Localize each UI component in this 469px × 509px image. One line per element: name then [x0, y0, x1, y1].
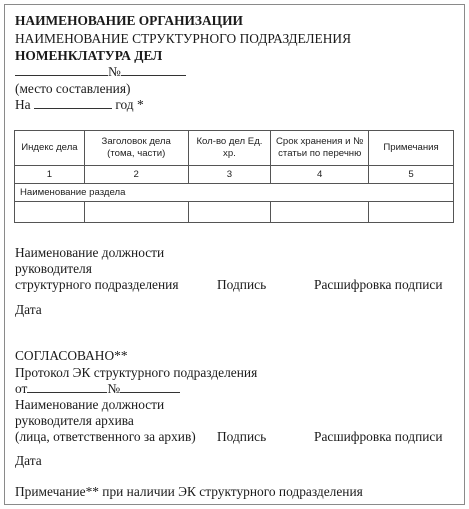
signature-label: Подпись [217, 277, 267, 292]
organization-name: НАИМЕНОВАНИЕ ОРГАНИЗАЦИИ [15, 13, 243, 28]
column-number: 1 [15, 166, 85, 184]
head-position-line: Наименование должности [15, 245, 165, 260]
number-sign: № [108, 64, 121, 79]
for-label: На [15, 97, 31, 112]
table-cell [84, 202, 188, 223]
date-label: Дата [15, 302, 42, 317]
table-header-row [15, 131, 454, 166]
place-number-line [15, 64, 186, 79]
column-header: Примечания [369, 131, 454, 166]
protocol-date-line [15, 381, 180, 396]
section-row [15, 184, 454, 202]
section-label: Наименование раздела [15, 184, 454, 202]
place-blank [15, 65, 108, 76]
signature-decode-label: Расшифровка подписи [314, 277, 443, 292]
column-header: Заголовок дела (тома, части) [84, 131, 188, 166]
column-number-row [15, 166, 454, 184]
signature-label: Подпись [217, 429, 267, 444]
year-line [15, 97, 144, 112]
column-number: 3 [188, 166, 271, 184]
table-cell [188, 202, 271, 223]
unit-name: НАИМЕНОВАНИЕ СТРУКТУРНОГО ПОДРАЗДЕЛЕНИЯ [15, 31, 352, 46]
nomenclature-table [14, 130, 454, 223]
protocol-date-blank [27, 382, 107, 393]
column-header: Срок хранения и № статьи по перечню [271, 131, 369, 166]
archive-position-line: (лица, ответственного за архив) [15, 429, 196, 444]
column-number: 2 [84, 166, 188, 184]
table-cell [15, 202, 85, 223]
number-blank [121, 65, 186, 76]
table-cell [369, 202, 454, 223]
column-number: 5 [369, 166, 454, 184]
column-header: Кол-во дел Ед. хр. [188, 131, 271, 166]
protocol-number-blank [120, 382, 180, 393]
year-label: год * [115, 97, 144, 112]
year-blank [34, 98, 112, 109]
protocol-label: Протокол ЭК структурного подразделения [15, 365, 258, 380]
archive-position-line: руководителя архива [15, 413, 134, 428]
column-number: 4 [271, 166, 369, 184]
number-sign: № [107, 381, 121, 396]
head-position-line: структурного подразделения [15, 277, 179, 292]
place-note: (место составления) [15, 81, 131, 96]
table-cell [271, 202, 369, 223]
footnote: Примечание** при наличии ЭК структурного подразделения [15, 484, 363, 499]
signature-decode-label: Расшифровка подписи [314, 429, 443, 444]
column-header: Индекс дела [15, 131, 85, 166]
archive-position-line: Наименование должности [15, 397, 165, 412]
approved-label: СОГЛАСОВАНО** [15, 348, 128, 363]
date-label: Дата [15, 453, 42, 468]
head-position-line: руководителя [15, 261, 92, 276]
table-row [15, 202, 454, 223]
from-label: от [15, 381, 28, 396]
document-title: НОМЕНКЛАТУРА ДЕЛ [15, 48, 163, 63]
